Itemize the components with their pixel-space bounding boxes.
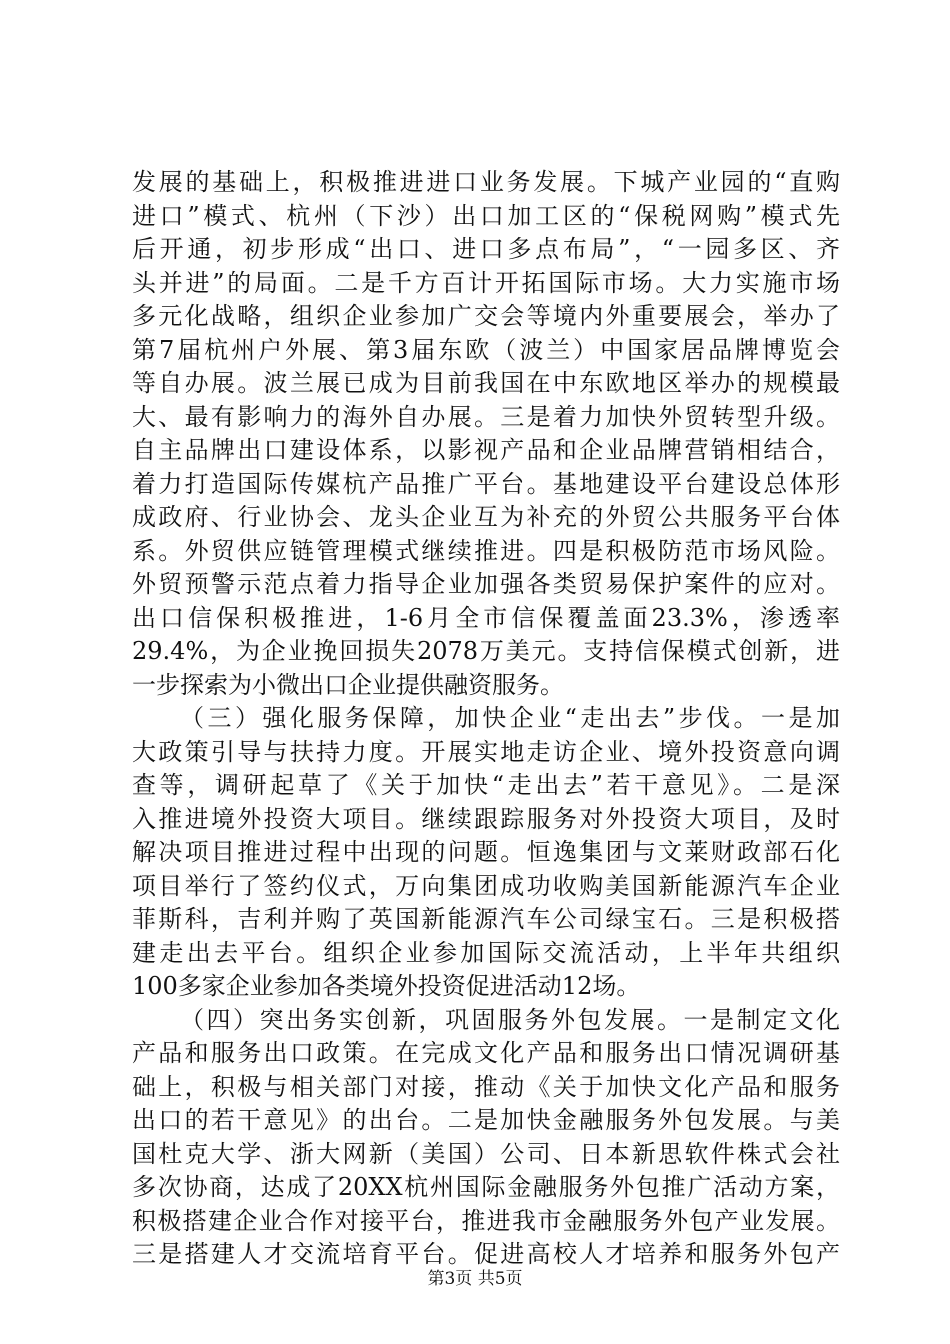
text-line: 成政府、行业协会、龙头企业互为补充的外贸公共服务平台体 (132, 503, 840, 531)
text-line: 项目举行了签约仪式，万向集团成功收购美国新能源汽车企业 (132, 871, 840, 900)
text-line: 多元化战略，组织企业参加广交会等境内外重要展会，举办了 (132, 302, 840, 330)
text-line: 头并进”的局面。二是千方百计开拓国际市场。大力实施市场 (132, 268, 840, 297)
text-line: 三是搭建人才交流培育平台。促进高校人才培养和服务外包产 (132, 1240, 840, 1268)
section-heading-line: （四）突出务实创新，巩固服务外包发展。一是制定文化 (180, 1005, 840, 1034)
section-heading-line: （三）强化服务保障，加快企业“走出去”步伐。一是加 (180, 704, 840, 732)
text-line: 多次协商，达成了20XX杭州国际金融服务外包推广活动方案， (132, 1173, 840, 1201)
text-line: 础上，积极与相关部门对接，推动《关于加快文化产品和服务 (132, 1072, 840, 1101)
text-line: 国杜克大学、浙大网新（美国）公司、日本新思软件株式会社 (132, 1139, 840, 1168)
text-line: 一步探索为小微出口企业提供融资服务。 (132, 670, 564, 699)
body-text (132, 166, 840, 1272)
text-line: 查等，调研起草了《关于加快“走出去”若干意见》。二是深 (132, 771, 840, 799)
text-line: 大政策引导与扶持力度。开展实地走访企业、境外投资意向调 (132, 737, 840, 766)
text-line: 入推进境外投资大项目。继续跟踪服务对外投资大项目，及时 (132, 804, 840, 833)
text-line: 100多家企业参加各类境外投资促进活动12场。 (132, 972, 641, 1000)
text-line: 第7届杭州户外展、第3届东欧（波兰）中国家居品牌博览会 (132, 335, 840, 364)
text-line: 等自办展。波兰展已成为目前我国在中东欧地区举办的规模最 (132, 369, 840, 397)
text-line: 外贸预警示范点着力指导企业加强各类贸易保护案件的应对。 (132, 570, 840, 598)
page-footer: 第3页 共5页 (427, 1269, 523, 1289)
text-line: 建走出去平台。组织企业参加国际交流活动，上半年共组织 (132, 938, 840, 967)
text-line: 解决项目推进过程中出现的问题。恒逸集团与文莱财政部石化 (132, 838, 840, 866)
text-line: 着力打造国际传媒杭产品推广平台。基地建设平台建设总体形 (132, 469, 840, 498)
text-line: 29.4%，为企业挽回损失2078万美元。支持信保模式创新，进 (132, 637, 840, 665)
text-line: 菲斯科，吉利并购了英国新能源汽车公司绿宝石。三是积极搭 (132, 905, 840, 933)
text-line: 后开通，初步形成“出口、进口多点布局”，“一园多区、齐 (132, 235, 840, 263)
text-line: 大、最有影响力的海外自办展。三是着力加快外贸转型升级。 (132, 402, 840, 431)
text-line: 产品和服务出口政策。在完成文化产品和服务出口情况调研基 (132, 1039, 840, 1067)
text-line: 出口的若干意见》的出台。二是加快金融服务外包发展。与美 (132, 1106, 840, 1134)
text-line: 积极搭建企业合作对接平台，推进我市金融服务外包产业发展。 (132, 1206, 840, 1235)
text-line: 系。外贸供应链管理模式继续推进。四是积极防范市场风险。 (132, 536, 840, 565)
text-line: 进口”模式、杭州（下沙）出口加工区的“保税网购”模式先 (132, 201, 840, 230)
text-line: 出口信保积极推进，1-6月全市信保覆盖面23.3%，渗透率 (132, 603, 840, 632)
text-line: 发展的基础上，积极推进进口业务发展。下城产业园的“直购 (132, 168, 840, 196)
text-line: 自主品牌出口建设体系，以影视产品和企业品牌营销相结合， (132, 436, 840, 464)
